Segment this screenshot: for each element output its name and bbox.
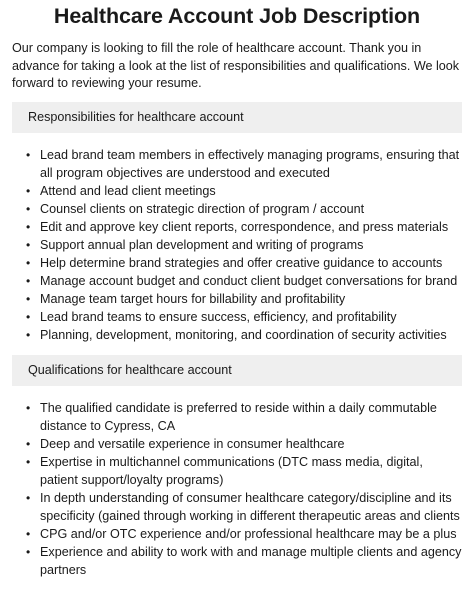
- list-item: [12, 435, 462, 453]
- bullet-icon: •: [26, 291, 31, 306]
- bullet-icon: •: [26, 454, 31, 469]
- list-item: [12, 254, 462, 272]
- list-item-text: Lead brand team members in effectively managing programs, ensuring that all program objectives are understood and executed: [40, 147, 460, 180]
- list-item: [12, 236, 462, 254]
- bullet-icon: •: [26, 183, 31, 198]
- list-item-text: The qualified candidate is preferred to reside within a daily commutable distance to Cypress, CA: [40, 400, 437, 433]
- list-item: [12, 525, 462, 543]
- list-item-text: Counsel clients on strategic direction of program / account: [40, 201, 365, 216]
- bullet-icon: •: [26, 201, 31, 216]
- list-item-text: Expertise in multichannel communications (DTC mass media, digital, patient support/loyalty programs): [40, 454, 423, 487]
- list-item-text: Manage team target hours for billability and profitability: [40, 291, 346, 306]
- qualifications-list: [12, 399, 462, 579]
- list-item-text: Planning, development, monitoring, and coordination of security activities: [40, 327, 447, 342]
- list-item-text: CPG and/or OTC experience and/or professional healthcare may be a plus: [40, 526, 457, 541]
- list-item: [12, 543, 462, 579]
- list-item: [12, 182, 462, 200]
- bullet-icon: •: [26, 526, 31, 541]
- list-item-text: Deep and versatile experience in consumer healthcare: [40, 436, 345, 451]
- bullet-icon: •: [26, 237, 31, 252]
- bullet-icon: •: [26, 544, 31, 559]
- list-item: [12, 453, 462, 489]
- list-item: [12, 218, 462, 236]
- list-item-text: In depth understanding of consumer healthcare category/discipline and its specificity (gained through working in different therapeutic areas and clients: [40, 490, 460, 523]
- list-item-text: Manage account budget and conduct client budget conversations for brand: [40, 273, 458, 288]
- responsibilities-list: [12, 146, 462, 344]
- list-item: [12, 399, 462, 435]
- bullet-icon: •: [26, 219, 31, 234]
- list-item: [12, 326, 462, 344]
- list-item-text: Help determine brand strategies and offer creative guidance to accounts: [40, 255, 443, 270]
- list-item: [12, 146, 462, 182]
- list-item-text: Experience and ability to work with and manage multiple clients and agency partners: [40, 544, 462, 577]
- list-item-text: Lead brand teams to ensure success, efficiency, and profitability: [40, 309, 397, 324]
- list-item-text: Edit and approve key client reports, correspondence, and press materials: [40, 219, 449, 234]
- responsibilities-heading: Responsibilities for healthcare account: [12, 102, 462, 133]
- intro-paragraph: Our company is looking to fill the role of healthcare account. Thank you in advance for taking a look at the list of responsibilities and qualifications. We look forward to reviewing your resume.: [12, 41, 460, 90]
- list-item-text: Support annual plan development and writing of programs: [40, 237, 364, 252]
- bullet-icon: •: [26, 147, 31, 162]
- bullet-icon: •: [26, 309, 31, 324]
- bullet-icon: •: [26, 255, 31, 270]
- list-item: [12, 489, 462, 525]
- page-title: Healthcare Account Job Description: [53, 4, 421, 28]
- bullet-icon: •: [26, 490, 31, 505]
- bullet-icon: •: [26, 273, 31, 288]
- list-item: [12, 200, 462, 218]
- list-item: [12, 272, 462, 290]
- list-item-text: Attend and lead client meetings: [40, 183, 216, 198]
- qualifications-heading: Qualifications for healthcare account: [12, 355, 462, 386]
- list-item: [12, 290, 462, 308]
- bullet-icon: •: [26, 400, 31, 415]
- list-item: [12, 308, 462, 326]
- bullet-icon: •: [26, 436, 31, 451]
- bullet-icon: •: [26, 327, 31, 342]
